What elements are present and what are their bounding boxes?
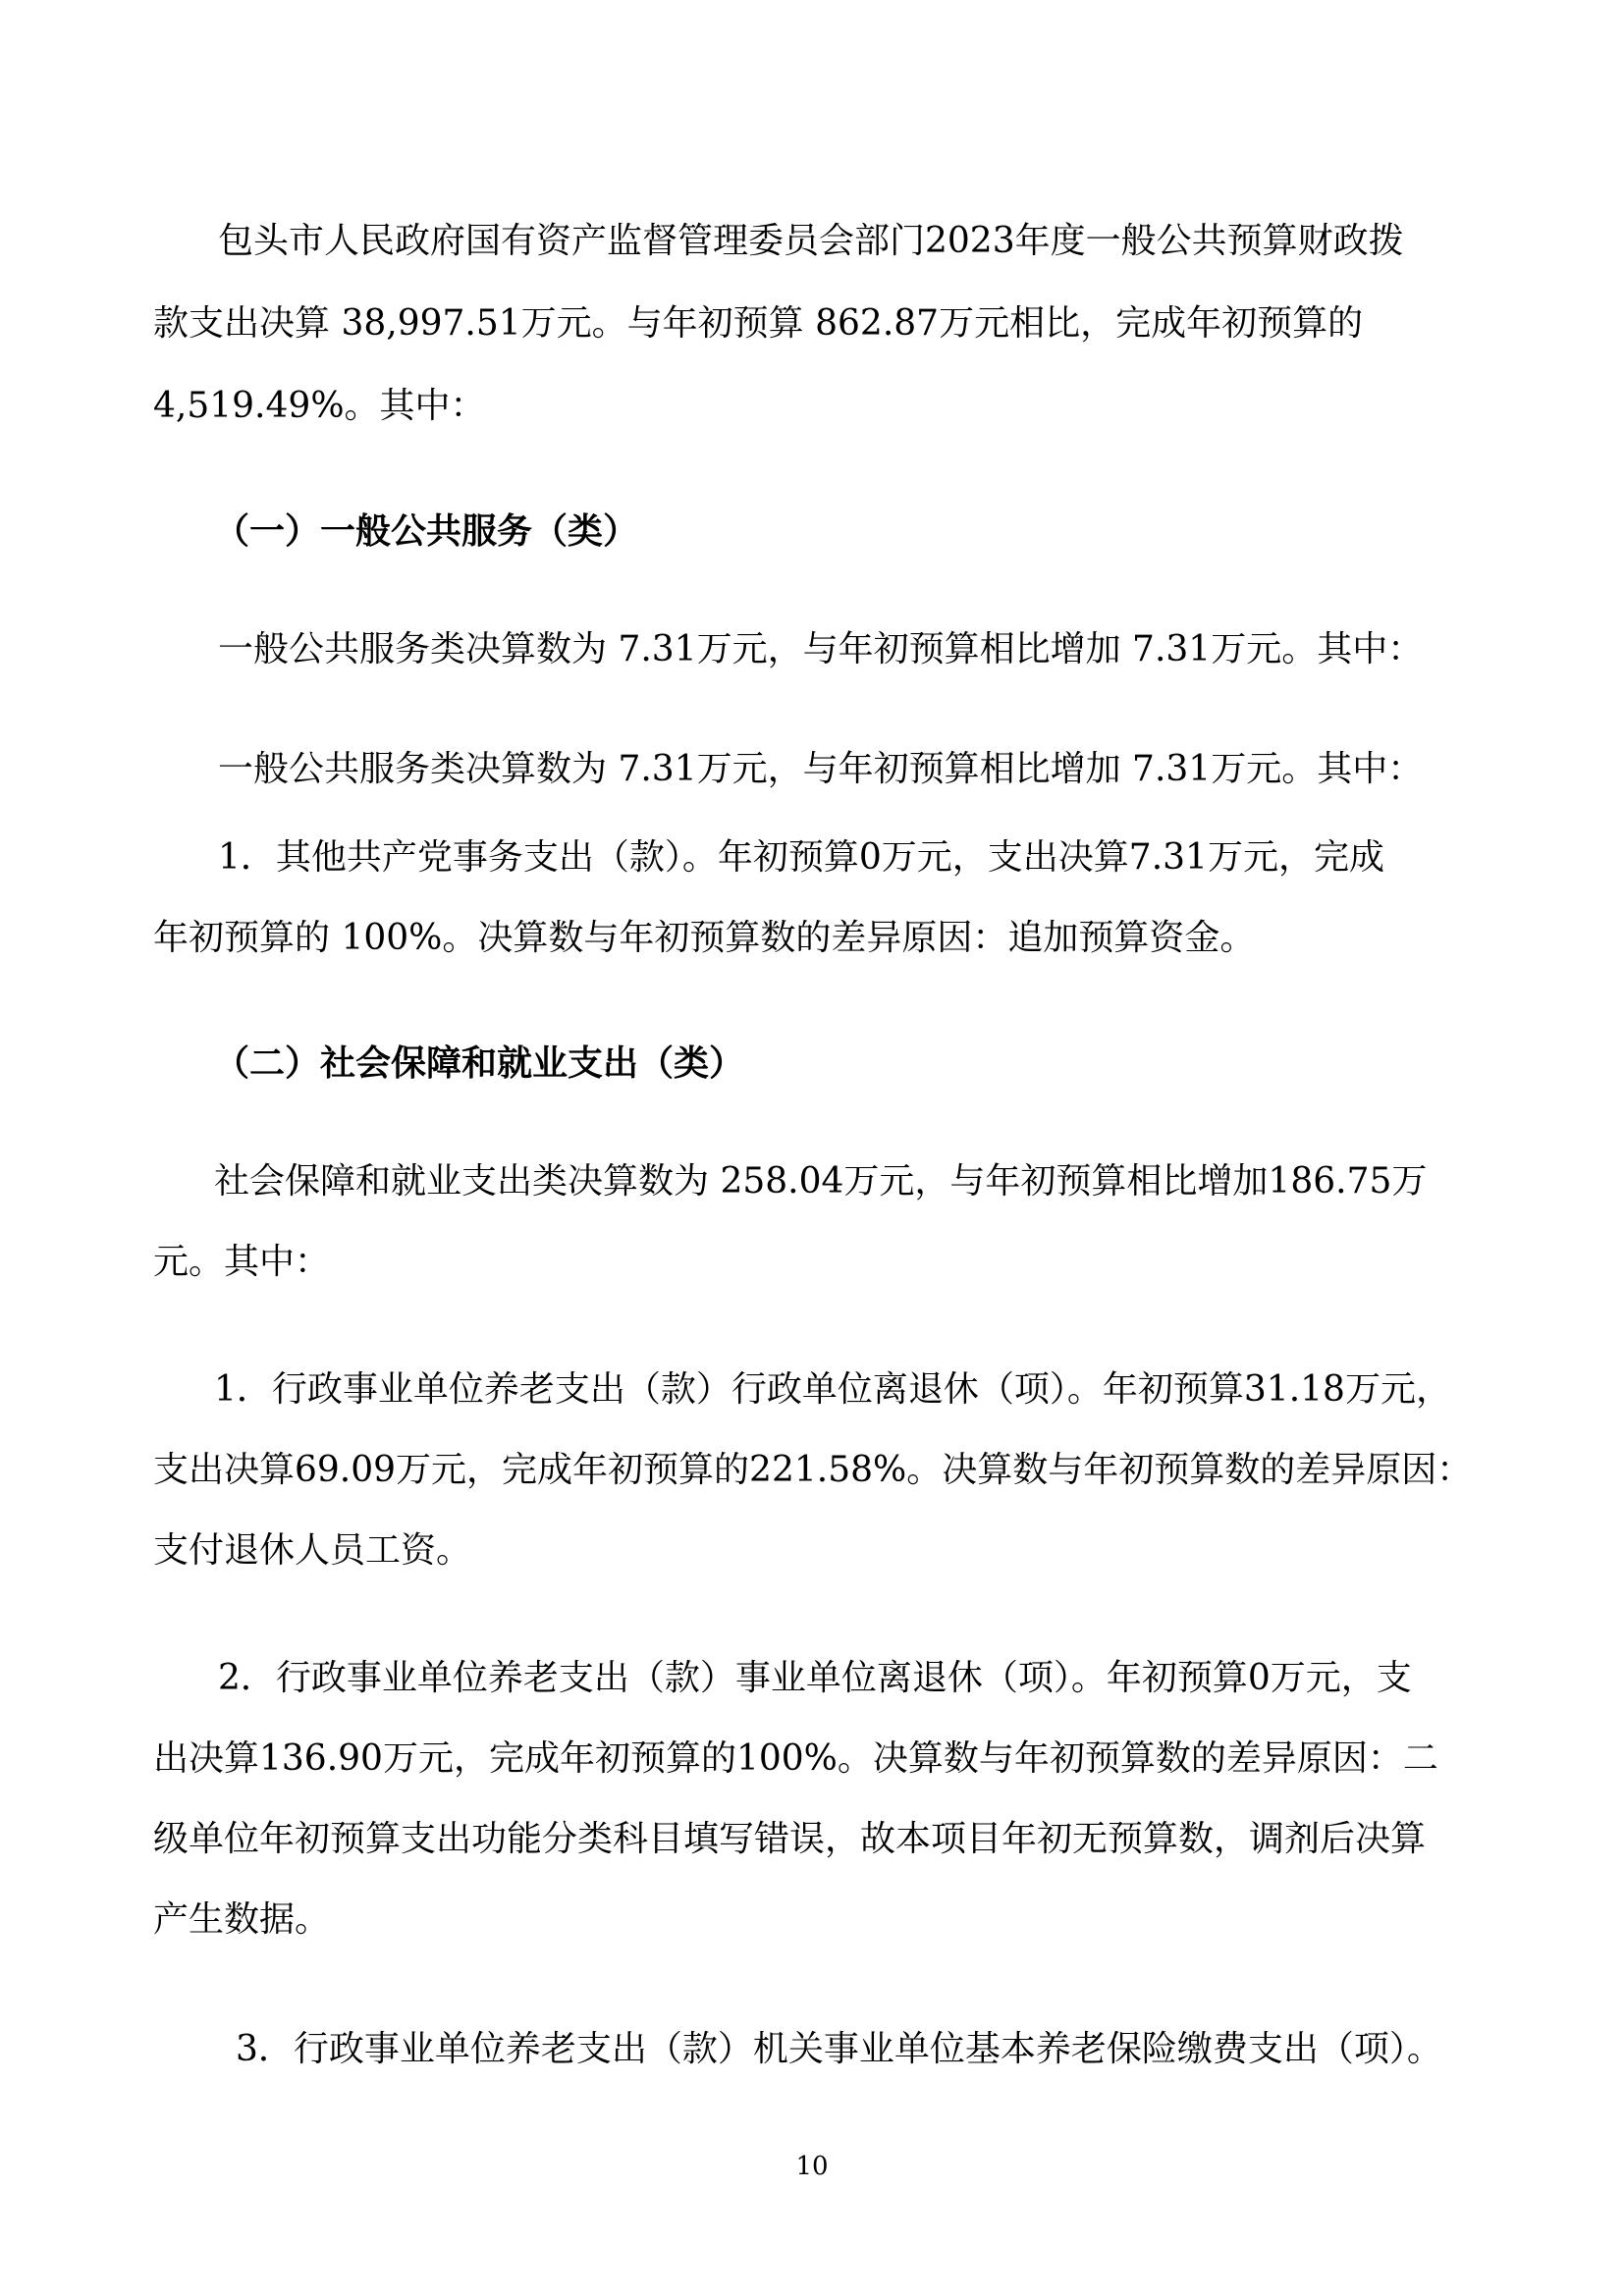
text: 支出决算69.09万元，完成年初预算的221.58%。决算数与年初预算数的差异原因：	[153, 1450, 1473, 1490]
heading-text: （一）一般公共服务（类）	[214, 511, 639, 552]
text: 4,519.49%。其中：	[153, 386, 486, 426]
text: 2．行政事业单位养老支出（款）事业单位离退休（项）。年初预算0万元，支	[218, 1658, 1412, 1698]
text: 级单位年初预算支出功能分类科目填写错误，故本项目年初无预算数，调剂后决算	[153, 1819, 1427, 1859]
text: 出决算136.90万元，完成年初预算的100%。决算数与年初预算数的差异原因：二	[153, 1738, 1438, 1779]
text: 一般公共服务类决算数为 7.31万元，与年初预算相比增加 7.31万元。其中：	[218, 629, 1424, 669]
text: 3．行政事业单位养老支出（款）机关事业单位基本养老保险缴费支出（项）。	[236, 2029, 1442, 2069]
page-number: 10	[795, 2152, 829, 2181]
text: 支付退休人员工资。	[153, 1530, 472, 1571]
text: 包头市人民政府国有资产监督管理委员会部门2023年度一般公共预算财政拨	[218, 221, 1404, 261]
text: 一般公共服务类决算数为 7.31万元，与年初预算相比增加 7.31万元。其中：	[218, 749, 1424, 789]
text: 款支出决算 38,997.51万元。与年初预算 862.87万元相比，完成年初预算的	[153, 303, 1364, 344]
text: 1．其他共产党事务支出（款）。年初预算0万元，支出决算7.31万元，完成	[218, 837, 1384, 878]
text: 1．行政事业单位养老支出（款）行政单位离退休（项）。年初预算31.18万元，	[214, 1369, 1451, 1410]
text: 产生数据。	[153, 1899, 331, 1940]
text: 年初预算的 100%。决算数与年初预算数的差异原因：追加预算资金。	[153, 918, 1256, 958]
text: 元。其中：	[153, 1242, 331, 1282]
text: 社会保障和就业支出类决算数为 258.04万元，与年初预算相比增加186.75万	[214, 1161, 1428, 1201]
heading-text: （二）社会保障和就业支出（类）	[214, 1043, 745, 1084]
